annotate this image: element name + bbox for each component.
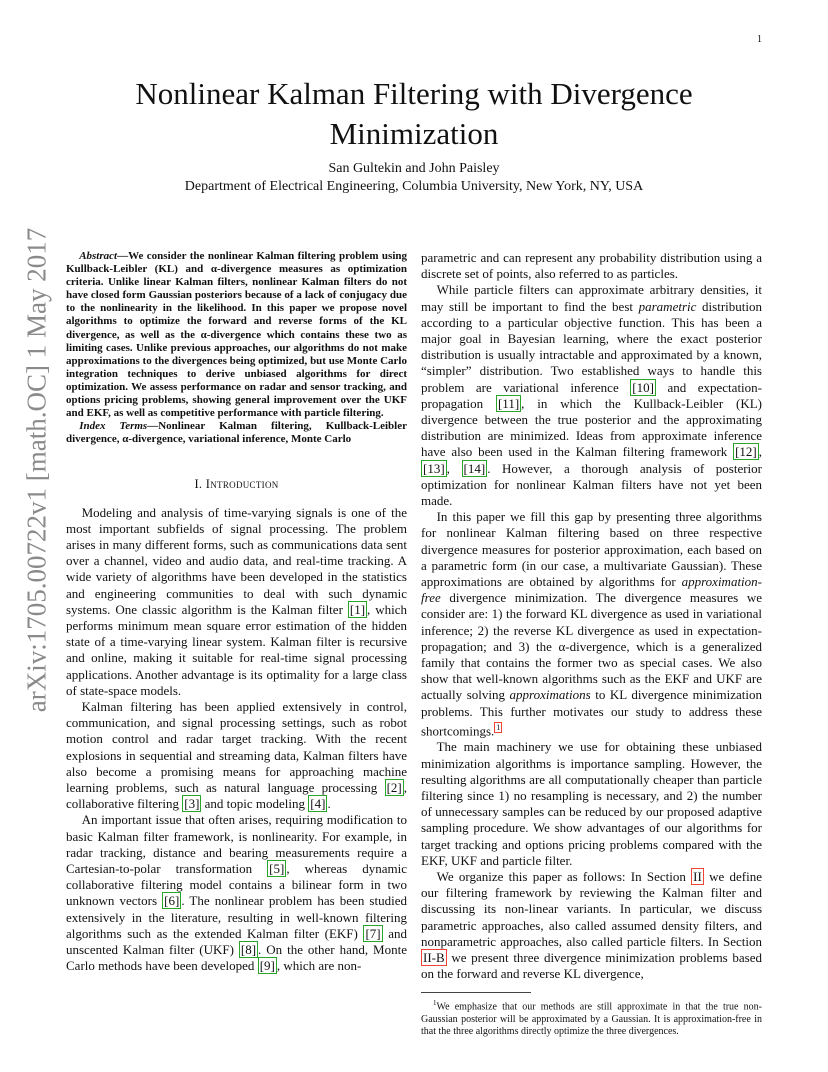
paragraph-text: , in which the Kullback-Leibler (KL) divergence between the true posterior and the approximating distribution are minimized. Ideas from approximate inference have also been used in the Kalman filtering framework <box>421 395 763 460</box>
section-number: I. <box>194 477 203 492</box>
citation-link[interactable]: [4] <box>310 796 326 812</box>
abstract-label: Abstract <box>79 250 118 262</box>
citation-link[interactable]: [13] <box>423 460 445 476</box>
footnote-link[interactable]: 1 <box>496 722 501 732</box>
citation-link[interactable]: [9] <box>259 958 275 974</box>
footnote-divider <box>421 992 531 993</box>
left-column <box>66 250 407 975</box>
paragraph-text: . However, a thorough analysis of posterior optimization for nonlinear Kalman filters have not yet been made. <box>421 460 762 509</box>
paragraph-text: , which are non- <box>276 958 362 974</box>
intro-paragraph-1 <box>66 505 407 699</box>
section-reference-link[interactable]: II-B <box>423 950 445 966</box>
intro-paragraph-3-continued: parametric and can represent any probability distribution using a discrete set of points, also referred to as particles. <box>421 250 762 282</box>
paragraph-text: divergence minimization. The divergence measures we consider are: 1) the forward KL divergence as used in variational inference; 2) the reverse KL divergence as used in expectation-propagation; and 3) the α-divergence, which is a generalized family that contains the former two as special cases. We also show that well-known algorithms such as the EKF and UKF are actually solving <box>421 590 762 703</box>
citation-link[interactable]: [11] <box>497 395 520 411</box>
footnote-text: We emphasize that our methods are still approximate in that the true non-Gaussian posterior will be approximated by a Gaussian. It is approximation-free in that the three algorithms directly optimize the three divergences. <box>421 1001 762 1037</box>
footnote-marker: 1 <box>433 999 437 1008</box>
paragraph-text: While particle filters can approximate arbitrary densities, it may still be important to find the best <box>421 282 762 314</box>
paragraph-text: . On the other hand, Monte Carlo methods have been developed <box>66 942 407 974</box>
author-affiliation: Department of Electrical Engineering, Columbia University, New York, NY, USA <box>184 179 644 194</box>
paragraph-text: , <box>446 460 462 476</box>
paragraph-text: , <box>758 444 762 460</box>
paragraph-text: we define our filtering framework by reviewing the Kalman filter and discussing its non-linear variants. In particular, we discuss parametric approaches, also called assumed density filters, and nonparametric approaches, also called particle filters. In Section <box>421 869 762 949</box>
paragraph-text: we present three divergence minimization problems based on the forward and reverse KL divergence, <box>421 950 762 982</box>
paragraph-text: Modeling and analysis of time-varying signals is one of the most important subfields of signal processing. The problem arises in many different forms, such as communications data sent over a channel, video and audio data, and real-time tracking. A wide variety of algorithms have been developed in the statistics and engineering communities to deal with such dynamic systems. One classic algorithm is the Kalman filter <box>66 504 407 617</box>
intro-paragraph-2 <box>66 699 407 812</box>
paragraph-text: and unscented Kalman filter (UKF) <box>66 925 407 958</box>
paragraph-text: and topic modeling <box>201 796 309 812</box>
paragraph-text: distribution according to a particular objective function. This has been a major goal in Bayesian learning, where the exact posterior distribution is usually intractable and approximated by a known, “simpler” distribution. Two established ways to handle this problem are variational inference <box>421 298 762 395</box>
author-names: San Gultekin and John Paisley <box>328 161 500 176</box>
intro-paragraph-5 <box>421 509 762 739</box>
citation-link[interactable]: [3] <box>184 796 200 812</box>
abstract: Abstract—We consider the nonlinear Kalman filtering problem using Kullback-Leibler (KL) and α-divergence measures as optimization criteria. Unlike linear Kalman filters, nonlinear Kalman filters do not have closed form Gaussian posteriors because of a lack of conjugacy due to the nonlinearity in the likelihood. In this paper we propose novel algorithms to optimize the forward and reverse forms of the KL divergence, as well as the α-divergence which contains these two as limiting cases. Unlike previous approaches, our algorithms do not make approximations to the divergences being optimized, but use Monte Carlo integration techniques to derive unbiased algorithms for direct optimization. We assess performance on radar and sensor tracking, and options pricing problems, showing general improvement over the UKF and EKF, as well as competitive performance with particle filtering. <box>66 250 407 420</box>
citation-link[interactable]: [1] <box>349 601 366 617</box>
index-terms-text: Nonlinear Kalman filtering, Kullback-Leibler divergence, α-divergence, variational inference, Monte Carlo <box>66 420 407 446</box>
paragraph-text: , collaborative filtering <box>66 780 407 812</box>
author-block <box>70 160 758 196</box>
intro-paragraph-6: The main machinery we use for obtaining these unbiased minimization algorithms is importance sampling. However, the resulting algorithms are all computationally cheaper than particle filtering since 1) no resampling is necessary, and 2) the number of unnecessary samples can be reduced by our proposed adaptive sampling procedure. We show advantages of our algorithms for target tracking and options pricing problems compared with the EKF, UKF and particle filter. <box>421 739 762 868</box>
citation-link[interactable]: [8] <box>240 942 257 958</box>
citation-link[interactable]: [6] <box>164 893 180 909</box>
citation-link[interactable]: [14] <box>463 460 486 476</box>
citation-link[interactable]: [10] <box>632 379 654 395</box>
page-number: 1 <box>757 34 762 45</box>
paragraph-text: . <box>327 796 331 812</box>
paragraph-text: , which performs minimum mean square error estimation of the hidden state of a time-varying linear system. Kalman filter is recursive and online, making it suitable for real-time signal processing applications. Another advantage is its optimality for a large class of state-space models. <box>66 601 408 698</box>
section-title: Introduction <box>205 477 279 492</box>
emphasis-text: parametric <box>638 298 697 314</box>
paragraph-text: Kalman filtering has been applied extensively in control, communication, and signal processing settings, such as robot motion control and radar target tracking. With the recent explosions in sequential and streaming data, Kalman filters have also become a promising means for approaching machine learning problems, such as natural language processing <box>66 699 407 796</box>
intro-paragraph-7 <box>421 869 762 982</box>
footnote <box>421 997 762 1037</box>
paragraph-text: and expectation-propagation <box>421 379 762 411</box>
paragraph-text: We organize this paper as follows: In Section <box>436 869 692 885</box>
paragraph-text: In this paper we fill this gap by presenting three algorithms for nonlinear Kalman filtering based on three respective divergence measures for posterior approximation, each based on a parametric form (in our case, a multivariate Gaussian). These approximations are obtained by algorithms for <box>421 509 762 590</box>
right-column <box>421 250 762 1038</box>
citation-link[interactable]: [12] <box>735 444 757 460</box>
intro-paragraph-3 <box>66 812 407 974</box>
index-terms-label: Index Terms <box>79 420 148 433</box>
citation-link[interactable]: [2] <box>386 780 402 796</box>
index-terms: Index Terms—Nonlinear Kalman filtering, Kullback-Leibler divergence, α-divergence, variational inference, Monte Carlo <box>66 420 407 446</box>
abstract-text: We consider the nonlinear Kalman filtering problem using Kullback-Leibler (KL) and α-divergence measures as optimization criteria. Unlike linear Kalman filters, nonlinear Kalman filters do not have closed form Gaussian posteriors because of a lack of conjugacy due to the nonlinearity in the likelihood. In this paper we propose novel algorithms to optimize the forward and reverse forms of the KL divergence, as well as the α-divergence which contains these two as limiting cases. Unlike previous approaches, our algorithms do not make approximations to the divergences being optimized, but use Monte Carlo integration techniques to derive unbiased algorithms for direct optimization. We assess performance on radar and sensor tracking, and options pricing problems, showing general improvement over the UKF and EKF, as well as competitive performance with particle filtering. <box>66 250 407 420</box>
paper-title: Nonlinear Kalman Filtering with Divergence Minimization <box>135 76 693 151</box>
paragraph-text: . The nonlinear problem has been studied extensively in the literature, resulting in well-known filtering algorithms such as the extended Kalman filter (EKF) <box>66 893 407 941</box>
paragraph-text: to KL divergence minimization problems. This further motivates our study to address these shortcomings. <box>421 687 762 739</box>
citation-link[interactable]: [7] <box>365 925 381 941</box>
arxiv-identifier: arXiv:1705.00722v1 [math.OC] 1 May 2017 <box>21 227 52 713</box>
citation-link[interactable]: [5] <box>269 861 285 877</box>
emphasis-text: approximation-free <box>421 574 762 606</box>
paragraph-text: An important issue that often arises, requiring modification to basic Kalman filter framework, is nonlinearity. For example, in radar tracking, distance and bearing measurements require a Cartesian-to-polar transformation <box>66 812 407 877</box>
section-reference-link[interactable]: II <box>693 869 702 885</box>
section-heading-introduction <box>66 476 407 492</box>
emphasis-text: approximations <box>509 687 591 703</box>
paragraph-text: , whereas dynamic collaborative filtering model contains a bilinear form in two unknown vectors <box>66 861 407 909</box>
intro-paragraph-4 <box>421 282 762 509</box>
